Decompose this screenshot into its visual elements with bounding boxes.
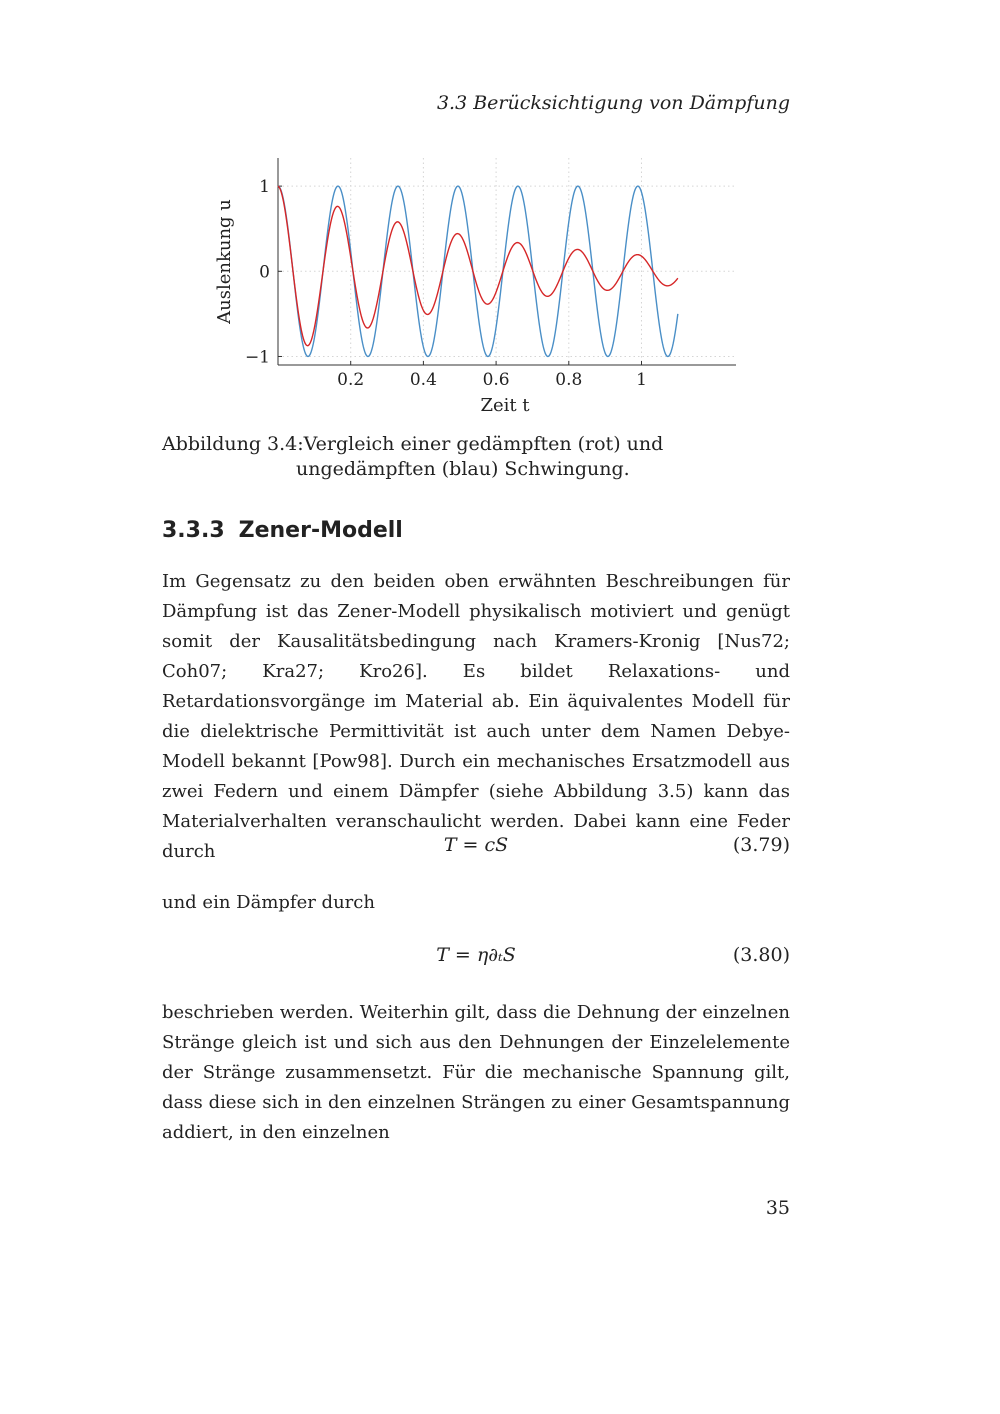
page-number: 35 <box>765 1197 790 1219</box>
y-axis-label: Auslenkung u <box>214 199 235 324</box>
running-header: 3.3 Berücksichtigung von Dämpfung <box>436 92 790 114</box>
section-heading <box>162 518 403 543</box>
equation-3-80 <box>162 944 790 974</box>
axes <box>278 158 736 365</box>
equation-expression: T = cS <box>443 834 509 856</box>
paragraph-3: beschrieben werden. Weiterhin gilt, dass die Dehnung der einzelnen Stränge gleich ist und sich aus den Dehnungen der Einzelelemente der Stränge zusammensetzt. Für die mechanische Spannung gilt, dass diese sich in den einzelnen Strängen zu einer Gesamtspannung addiert, in den einzelnen <box>162 1002 790 1143</box>
paragraph-1: Im Gegensatz zu den beiden oben erwähnten Beschreibungen für Dämpfung ist das Zener-Modell physikalisch motiviert und genügt somit der Kausalitätsbedingung nach Kramers-Kronig [Nus72; Coh07; Kra27; Kro26]. Es bildet Relaxations- und Retardationsvorgänge im Material ab. Ein äquivalentes Modell für die dielektrische Permittivität ist auch unter dem Namen Debye-Modell bekannt [Pow98]. Durch ein mechanisches Ersatzmodell aus zwei Federn und einem Dämpfer (siehe Abbildung 3.5) kann das Materialverhalten veranschaulicht werden. Dabei kann eine Feder durch <box>162 571 790 862</box>
x-tick-label: 0.4 <box>409 370 437 390</box>
damped-series-line <box>278 186 678 346</box>
equation-expression: T = η∂ₜS <box>436 944 516 966</box>
x-tick-label: 0.6 <box>482 370 510 390</box>
figure-caption <box>162 432 802 482</box>
tick-labels <box>245 177 647 390</box>
x-axis-label: Zeit t <box>480 395 530 416</box>
y-tick-label: 1 <box>259 177 270 198</box>
equation-number: (3.80) <box>732 944 790 966</box>
section-title: Zener-Modell <box>238 518 403 543</box>
damping-chart <box>200 150 760 420</box>
caption-text: Vergleich einer gedämpften (rot) und ungedämpften (blau) Schwingung. <box>296 433 664 480</box>
equation-number: (3.79) <box>732 834 790 856</box>
x-tick-label: 0.8 <box>555 370 583 390</box>
y-tick-label: 0 <box>259 262 270 283</box>
x-tick-label: 1 <box>636 370 647 390</box>
grid <box>278 158 736 365</box>
equation-3-79 <box>162 834 790 864</box>
y-tick-label: −1 <box>244 347 270 368</box>
x-tick-label: 0.2 <box>337 370 365 390</box>
paragraph-2: und ein Dämpfer durch <box>162 892 375 913</box>
section-number: 3.3.3 <box>162 518 225 543</box>
caption-label: Abbildung 3.4: <box>162 433 304 455</box>
